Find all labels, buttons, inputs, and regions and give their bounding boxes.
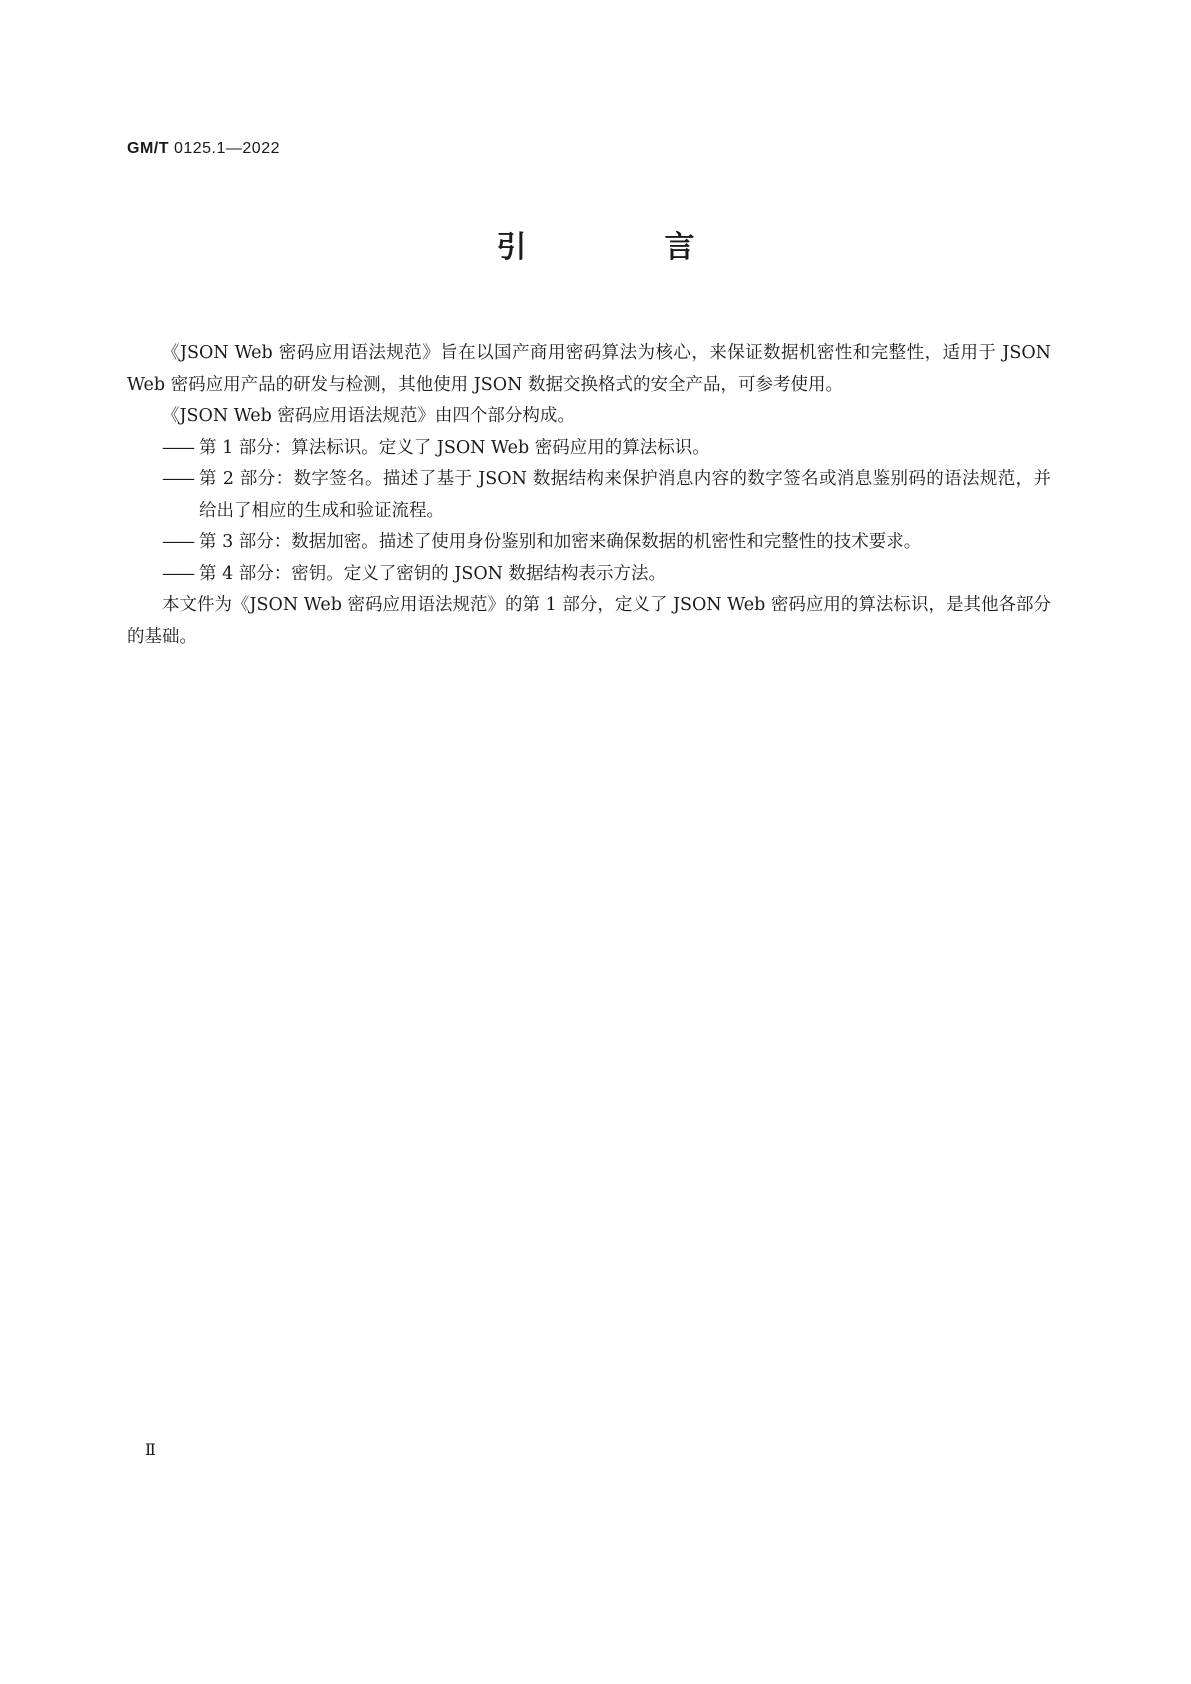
- list-item: [162, 433, 1051, 465]
- list-dash: ——: [162, 437, 193, 458]
- standard-number: 0125.1—2022: [173, 140, 280, 157]
- page-number: Ⅱ: [145, 1440, 156, 1459]
- list-item: [162, 527, 1051, 559]
- standard-code: [127, 140, 280, 158]
- composition-paragraph: 《JSON Web 密码应用语法规范》由四个部分构成。: [162, 406, 575, 426]
- list-item: [162, 559, 1051, 591]
- document-body: [127, 338, 1051, 653]
- list-item-text: 第 2 部分：数字签名。描述了基于 JSON 数据结构来保护消息内容的数字签名或消息鉴别码的语法规范，并给出了相应的生成和验证流程。: [199, 469, 1051, 521]
- list-dash: ——: [162, 532, 193, 552]
- list-item: [162, 464, 1051, 527]
- standard-prefix: GM/T: [127, 140, 169, 157]
- list-dash: ——: [162, 563, 193, 584]
- closing-paragraph: 本文件为《JSON Web 密码应用语法规范》的第 1 部分，定义了 JSON Web 密码应用的算法标识，是其他各部分的基础。: [127, 595, 1051, 647]
- list-item-text: 第 4 部分：密钥。定义了密钥的 JSON 数据结构表示方法。: [199, 563, 667, 584]
- list-dash: ——: [162, 469, 193, 489]
- intro-paragraph: 《JSON Web 密码应用语法规范》旨在以国产商用密码算法为核心，来保证数据机密性和完整性，适用于 JSON Web 密码应用产品的研发与检测，其他使用 JSON 数据交换格式的安全产品，可参考使用。: [127, 343, 1051, 395]
- list-item-text: 第 1 部分：算法标识。定义了 JSON Web 密码应用的算法标识。: [199, 437, 710, 458]
- page-title: 引 言: [496, 230, 749, 265]
- list-item-text: 第 3 部分：数据加密。描述了使用身份鉴别和加密来确保数据的机密性和完整性的技术要求。: [199, 532, 922, 552]
